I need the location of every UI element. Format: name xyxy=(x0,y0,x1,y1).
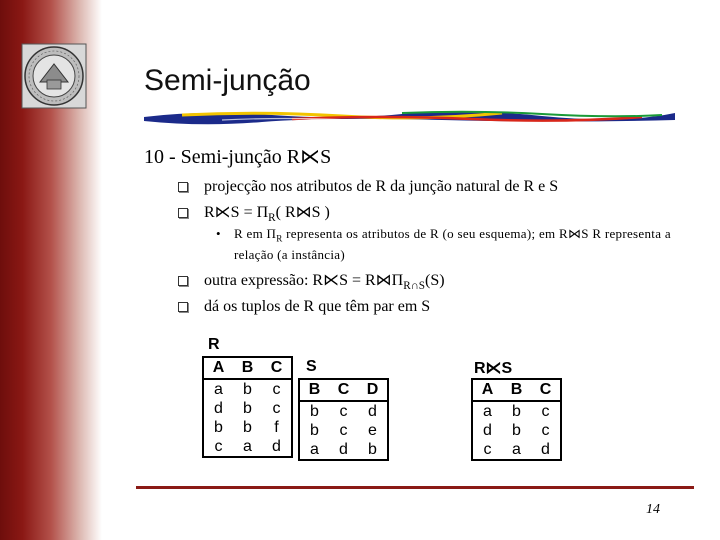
slide-title: Semi-junção xyxy=(144,64,311,97)
university-seal-icon xyxy=(20,42,88,110)
bullet-item xyxy=(178,202,330,224)
square-bullet-icon xyxy=(178,208,188,218)
table-row: a b c xyxy=(203,379,292,399)
table-r xyxy=(202,356,293,458)
table-header: B xyxy=(233,357,262,379)
bullet-text: R⋉S = $\Pi_R$( R⋈S ) xyxy=(204,204,330,225)
table-header: C xyxy=(329,379,358,401)
table-header: A xyxy=(203,357,233,379)
table-header: B xyxy=(502,379,531,401)
bullet-item xyxy=(178,298,430,316)
page-number: 14 xyxy=(646,502,660,517)
bullet-item xyxy=(178,178,558,196)
table-row: b b f xyxy=(203,418,292,437)
table-r-label: R xyxy=(208,336,220,353)
table-rs-label: R⋉S xyxy=(474,360,513,377)
table-s xyxy=(298,378,389,461)
table-header: D xyxy=(358,379,388,401)
square-bullet-icon xyxy=(178,182,188,192)
sub-bullet-note: • R em $\Pi_R$ representa os atributos de R (o seu esquema); em R⋈S R representa a relação (a instância) xyxy=(216,226,671,262)
brush-stroke-divider xyxy=(142,106,677,126)
table-s-label: S xyxy=(306,358,317,375)
bullet-text: dá os tuplos de R que têm par em S xyxy=(204,298,431,315)
bullet-text: projecção nos atributos de R da junção natural de R e S xyxy=(204,178,559,195)
table-row: a b c xyxy=(472,401,561,421)
table-row: c a d xyxy=(472,440,561,460)
table-r-semijoin-s xyxy=(471,378,562,461)
bullet-item xyxy=(178,270,445,292)
table-header: C xyxy=(262,357,292,379)
table-header: B xyxy=(299,379,329,401)
slide-subtitle: 10 - Semi-junção R⋉S xyxy=(144,146,332,168)
table-row: b c d xyxy=(299,401,388,421)
square-bullet-icon xyxy=(178,276,188,286)
table-header: C xyxy=(531,379,561,401)
table-row: c a d xyxy=(203,437,292,457)
footer-divider xyxy=(136,486,694,489)
table-header: A xyxy=(472,379,502,401)
square-bullet-icon xyxy=(178,302,188,312)
bullet-text: outra expressão: R⋉S = $R⋈\Pi_{R\cap S}(S)$ xyxy=(204,272,445,293)
table-row: a d b xyxy=(299,440,388,460)
table-row: b c e xyxy=(299,421,388,440)
table-row: d b c xyxy=(203,399,292,418)
dot-bullet-icon: • xyxy=(216,226,221,241)
table-row: d b c xyxy=(472,421,561,440)
